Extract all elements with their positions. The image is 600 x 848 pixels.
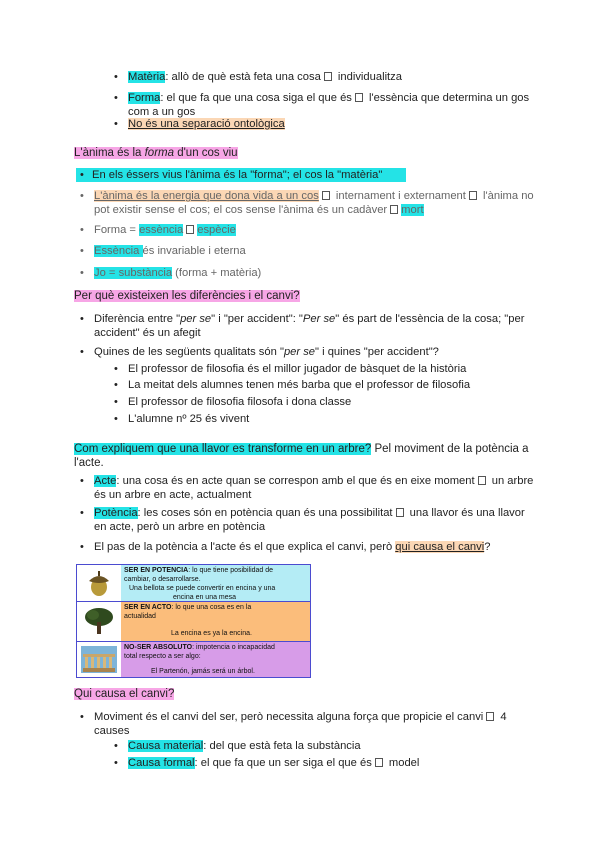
- bullet: •: [80, 346, 84, 358]
- list-item: • Causa material: del que està feta la substància: [114, 740, 361, 752]
- checkbox-glyph: [486, 712, 494, 721]
- table-divider: [77, 641, 310, 642]
- list-item: • En els éssers vius l'ànima és la "forma"; el cos la "matèria": [76, 168, 406, 182]
- bullet: •: [80, 224, 84, 236]
- section-heading: Qui causa el canvi?: [74, 688, 175, 700]
- checkbox-glyph: [322, 191, 330, 200]
- table-cell-act: SER EN ACTO: lo que una cosa es en la actualidad La encina es ya la encina.: [124, 604, 252, 637]
- list-item: • Quines de les següents qualitats són "per se" i quines "per accident"?: [80, 346, 439, 358]
- checkbox-glyph: [478, 476, 486, 485]
- checkbox-glyph: [396, 508, 404, 517]
- bullet: •: [80, 507, 84, 519]
- potency-act-table: [76, 564, 311, 678]
- bullet: •: [114, 413, 118, 425]
- list-item: • Acte: una cosa és en acte quan se correspon amb el que és en eixe moment un arbre és un arbre en acte, actualment: [80, 475, 534, 501]
- list-item: • L'ànima és la energia que dona vida a un cos internament i externament l'ànima no pot existir sense el cos; el cos sense l'ànima és un cadàver mort: [80, 190, 534, 216]
- acorn-icon: [77, 567, 121, 599]
- bullet: •: [80, 190, 84, 202]
- table-cell-nonbeing: NO-SER ABSOLUTO: impotencia o incapacidad total respecto a ser algo: El Partenón, jamás será un árbol.: [124, 644, 275, 675]
- bullet: •: [80, 541, 84, 553]
- list-item: • L'alumne nº 25 és vivent: [114, 413, 250, 425]
- list-item: • No és una separació ontològica: [114, 118, 285, 130]
- list-item: • Jo = substància (forma + matèria): [80, 267, 262, 279]
- list-item: • Potència: les coses són en potència quan és una possibilitat una llavor és una llavor en acte, però un arbre en potència: [80, 507, 525, 533]
- checkbox-glyph: [390, 205, 398, 214]
- bullet: •: [80, 475, 84, 487]
- bullet: •: [80, 711, 84, 723]
- bullet: •: [80, 313, 84, 325]
- checkbox-glyph: [324, 72, 332, 81]
- bullet: •: [80, 267, 84, 279]
- checkbox-glyph: [355, 93, 363, 102]
- bullet: •: [114, 363, 118, 375]
- list-item: • La meitat dels alumnes tenen més barba que el professor de filosofia: [114, 379, 471, 391]
- bullet: •: [114, 396, 118, 408]
- checkbox-glyph: [186, 225, 194, 234]
- checkbox-glyph: [375, 758, 383, 767]
- list-item: • El pas de la potència a l'acte és el que explica el canvi, però qui causa el canvi?: [80, 541, 491, 553]
- list-item: • El professor de filosofia és el millor jugador de bàsquet de la història: [114, 363, 467, 375]
- bullet: •: [114, 71, 118, 83]
- checkbox-glyph: [469, 191, 477, 200]
- section-heading: Per què existeixen les diferències i el canvi?: [74, 290, 300, 302]
- bullet: •: [114, 118, 118, 130]
- list-item: • Moviment és el canvi del ser, però necessita alguna força que propicie el canvi 4 causes: [80, 711, 507, 737]
- list-item: • Forma: el que fa que una cosa siga el que és l'essència que determina un gos com a un gos: [114, 92, 530, 118]
- list-item: • Matèria: allò de què està feta una cosa individualitza: [114, 71, 402, 83]
- list-item: • Forma = essència espècie: [80, 224, 236, 236]
- tree-icon: [77, 604, 121, 638]
- section-heading: Com expliquem que una llavor es transforme en un arbre? Pel moviment de la potència a l'acte.: [74, 443, 529, 469]
- highlight-term: Forma: [128, 92, 161, 104]
- highlight-term: Matèria: [128, 71, 166, 83]
- section-heading: L'ànima és la forma d'un cos viu: [74, 147, 238, 159]
- bullet: •: [114, 740, 118, 752]
- list-item: • El professor de filosofia filosofa i dona classe: [114, 396, 352, 408]
- bullet: •: [114, 379, 118, 391]
- bullet: •: [114, 92, 118, 104]
- list-item: • Diferència entre "per se" i "per accident": "Per se" és part de l'essència de la cosa; "per accident" és un afegit: [80, 313, 525, 339]
- list-item: • Causa formal: el que fa que un ser siga el que és model: [114, 757, 420, 769]
- bullet: •: [114, 757, 118, 769]
- parthenon-icon: [77, 644, 121, 675]
- bullet: •: [80, 245, 84, 257]
- bullet: •: [80, 169, 84, 181]
- table-cell-potency: SER EN POTENCIA: lo que tiene posibilidad de cambiar, o desarrollarse. Una bellota se puede convertir en encina y una encina en una mesa: [124, 567, 276, 601]
- list-item: • Essència és invariable i eterna: [80, 245, 246, 257]
